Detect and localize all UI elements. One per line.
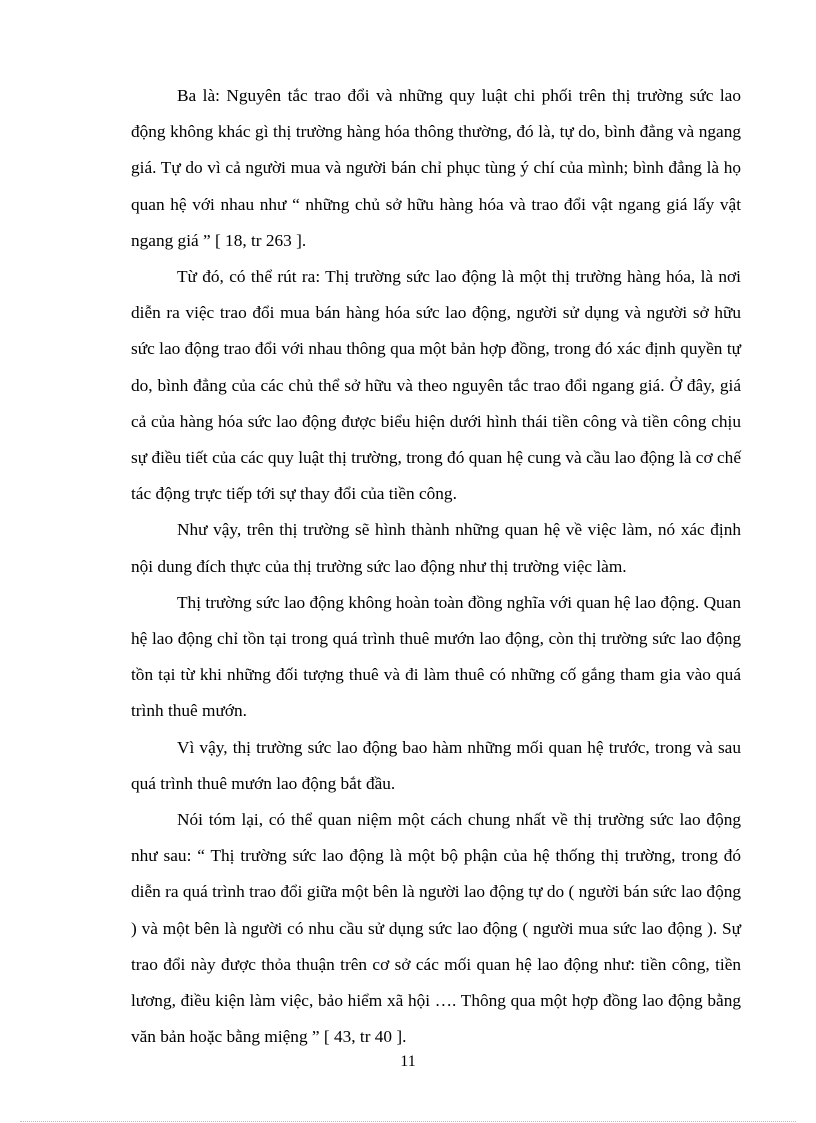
paragraph-4: Thị trường sức lao động không hoàn toàn đồng nghĩa với quan hệ lao động. Quan hệ lao động chỉ tồn tại trong quá trình thuê mướn lao động, còn thị trường sức lao động tồn tại từ khi những đối tượng thuê và đi làm thuê có những cố gắng tham gia vào quá trình thuê mướn. — [131, 592, 741, 721]
paragraph-3: Như vậy, trên thị trường sẽ hình thành những quan hệ về việc làm, nó xác định nội dung đích thực của thị trường sức lao động như thị trường việc làm. — [131, 520, 741, 576]
paragraph-2: Từ đó, có thể rút ra: Thị trường sức lao động là một thị trường hàng hóa, là nơi diễn ra việc trao đổi mua bán hàng hóa sức lao động, người sử dụng và người sở hữu sức lao động trao đổi với nhau thông qua một bản hợp đồng, trong đó xác định quyền tự do, bình đẳng của các chủ thể sở hữu và theo nguyên tắc trao đổi ngang giá. Ở đây, giá cả của hàng hóa sức lao động được biểu hiện dưới hình thái tiền công và tiền công chịu sự điều tiết của các quy luật thị trường, trong đó quan hệ cung và cầu lao động là cơ chế tác động trực tiếp tới sự thay đổi của tiền công. — [131, 267, 741, 504]
footer-divider — [20, 1121, 796, 1122]
paragraph-6: Nói tóm lại, có thể quan niệm một cách chung nhất về thị trường sức lao động như sau: “ Thị trường sức lao động là một bộ phận của hệ thống thị trường, trong đó diễn ra quá trình trao đổi giữa một bên là người lao động tự do ( người bán sức lao động ) và một bên là người có nhu cầu sử dụng sức lao động ( người mua sức lao động ). Sự trao đổi này được thỏa thuận trên cơ sở các mối quan hệ lao động như: tiền công, tiền lương, điều kiện làm việc, bảo hiểm xã hội …. Thông qua một hợp đồng lao động bằng văn bản hoặc bằng miệng ” [ 43, tr 40 ]. — [131, 810, 741, 1047]
body-text — [131, 78, 741, 1055]
paragraph-5: Vì vậy, thị trường sức lao động bao hàm những mối quan hệ trước, trong và sau quá trình thuê mướn lao động bắt đầu. — [131, 737, 741, 793]
paragraph-1: Ba là: Nguyên tắc trao đổi và những quy luật chi phối trên thị trường sức lao động không khác gì thị trường hàng hóa thông thường, đó là, tự do, bình đẳng và ngang giá. Tự do vì cả người mua và người bán chỉ phục tùng ý chí của mình; bình đẳng là họ quan hệ với nhau như “ những chủ sở hữu hàng hóa và trao đổi vật ngang giá lấy vật ngang giá ” [ 18, tr 263 ]. — [131, 86, 741, 250]
page-number: 11 — [400, 1053, 416, 1070]
